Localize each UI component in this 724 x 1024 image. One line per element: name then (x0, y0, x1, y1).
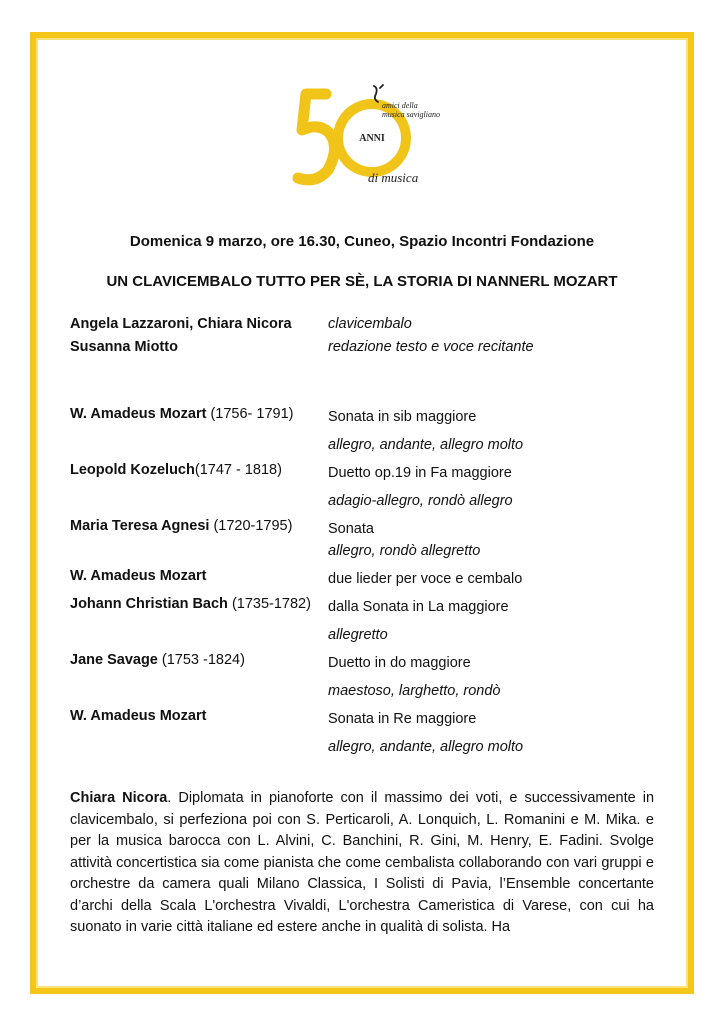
program-work (328, 706, 670, 762)
program-work (328, 516, 670, 566)
program-work (328, 404, 670, 460)
composer-name: W. Amadeus Mozart (70, 708, 207, 724)
performer-name: Susanna Miotto (70, 339, 178, 355)
composer-dates: (1735-1782) (227, 596, 311, 612)
program-composer (70, 594, 328, 650)
logo-figure-mark (374, 85, 383, 102)
biography-paragraph (70, 788, 654, 939)
composer-dates: (1747 - 1818) (194, 462, 282, 478)
performer-role: clavicembalo (328, 316, 412, 332)
logo-association-line2: musica savigliano (382, 110, 440, 119)
composer-name: Johann Christian Bach (70, 596, 228, 612)
program-composer (70, 404, 328, 460)
program-composer (70, 516, 328, 566)
anniversary-logo (290, 82, 450, 192)
composer-name: Maria Teresa Agnesi (70, 518, 210, 534)
logo-five-shape (298, 94, 335, 180)
performer-row (70, 316, 670, 339)
program-work (328, 566, 670, 594)
program-composer (70, 566, 328, 594)
logo-subtitle: di musica (368, 170, 419, 185)
work-title: Sonata in sib maggiore (328, 409, 477, 425)
work-title: Sonata (328, 521, 374, 537)
work-movements: allegro, rondò allegretto (328, 543, 481, 559)
program-item (70, 566, 670, 594)
program-composer (70, 460, 328, 516)
work-movements: allegretto (328, 627, 388, 643)
performer-role: redazione testo e voce recitante (328, 339, 534, 355)
composer-dates: (1756- 1791) (206, 406, 294, 422)
program-work (328, 460, 670, 516)
composer-name: Leopold Kozeluch (70, 462, 195, 478)
program-item (70, 706, 670, 762)
logo-anni-text: ANNI (359, 133, 385, 144)
work-movements: maestoso, larghetto, rondò (328, 683, 501, 699)
performers-list (70, 316, 670, 362)
composer-name: W. Amadeus Mozart (70, 406, 207, 422)
logo-association-line1: amici della (382, 101, 418, 110)
program-list (70, 404, 670, 762)
performer-row (70, 339, 670, 362)
bio-text: . Diplomata in pianoforte con il massimo dei voti, e successivamente in clavicembalo, si perfeziona poi con S. Perticaroli, A. Lonquich, L. Romanini e M. Mika. e per la musica barocca con L. Alvini, C. Banchini, R. Gini, M. Henry, E. Fadini. Svolge attività concertistica sia come pianista che come cembalista collaborando con vari gruppi e orchestre da camera quali Milano Classica, I Solisti di Pavia, l’Ensemble concertante d’archi della Scala L'orchestra Vivaldi, L'orchestra Cameristica di Varese, con cui ha suonato in varie città italiane ed estere anche in qualità di solista. Ha (70, 790, 655, 935)
composer-name: W. Amadeus Mozart (70, 568, 207, 584)
event-date-line: Domenica 9 marzo, ore 16.30, Cuneo, Spazio Incontri Fondazione (129, 233, 595, 250)
program-composer (70, 706, 328, 762)
logo-graphic (290, 82, 450, 192)
program-composer (70, 650, 328, 706)
composer-dates: (1753 -1824) (157, 652, 245, 668)
work-title: Duetto op.19 in Fa maggiore (328, 465, 512, 481)
work-title: Sonata in Re maggiore (328, 711, 477, 727)
program-item (70, 516, 670, 566)
program-item (70, 460, 670, 516)
program-item (70, 650, 670, 706)
composer-name: Jane Savage (70, 652, 158, 668)
program-work (328, 650, 670, 706)
work-title: due lieder per voce e cembalo (328, 571, 523, 587)
bio-name: Chiara Nicora (70, 790, 168, 806)
performer-name: Angela Lazzaroni, Chiara Nicora (70, 316, 292, 332)
program-work (328, 594, 670, 650)
work-movements: allegro, andante, allegro molto (328, 437, 524, 453)
composer-dates: (1720-1795) (209, 518, 293, 534)
work-movements: allegro, andante, allegro molto (328, 739, 524, 755)
program-item (70, 404, 670, 460)
event-title: UN CLAVICEMBALO TUTTO PER SÈ, LA STORIA DI NANNERL MOZART (106, 273, 618, 290)
work-title: Duetto in do maggiore (328, 655, 471, 671)
work-movements: adagio-allegro, rondò allegro (328, 493, 513, 509)
work-title: dalla Sonata in La maggiore (328, 599, 509, 615)
program-item (70, 594, 670, 650)
